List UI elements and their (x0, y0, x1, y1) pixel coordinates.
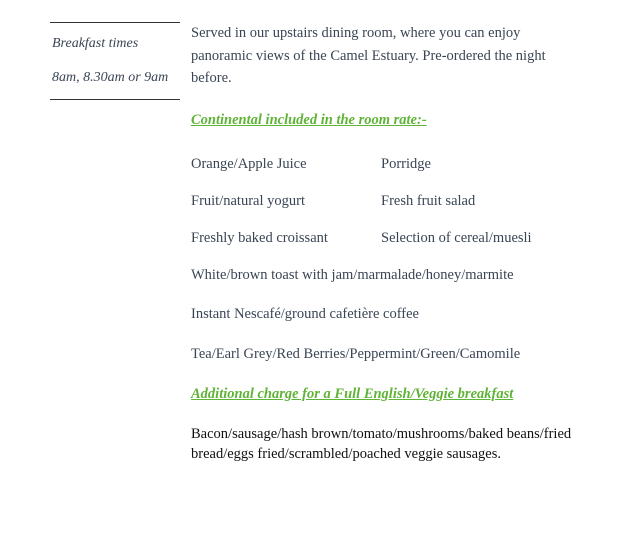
menu-row (191, 193, 476, 210)
intro-paragraph: Served in our upstairs dining room, where you can enjoy panoramic views of the Camel Estuary. Pre-ordered the night before. (191, 25, 546, 86)
menu-item: Orange/Apple Juice (191, 156, 307, 172)
menu-line-coffee: Instant Nescafé/ground cafetière coffee (191, 306, 419, 322)
menu-row (191, 230, 532, 247)
full-english-heading: Additional charge for a Full English/Veggie breakfast (191, 386, 514, 402)
breakfast-times-sidebar (50, 22, 180, 100)
top-divider (50, 22, 180, 23)
menu-item: Porridge (381, 156, 431, 172)
menu-line-tea: Tea/Earl Grey/Red Berries/Peppermint/Green/Camomile (191, 346, 521, 362)
breakfast-times-label: Breakfast times (52, 36, 139, 51)
bottom-divider (50, 99, 180, 100)
full-english-description: Bacon/sausage/hash brown/tomato/mushrooms/baked beans/fried bread/eggs fried/scrambled/poached veggie sausages. (191, 426, 572, 462)
continental-heading: Continental included in the room rate:- (191, 112, 427, 128)
breakfast-times-value: 8am, 8.30am or 9am (52, 70, 169, 85)
menu-item: Selection of cereal/muesli (381, 230, 532, 246)
menu-line-toast: White/brown toast with jam/marmalade/honey/marmite (191, 267, 514, 283)
menu-row (191, 156, 431, 173)
menu-item: Freshly baked croissant (191, 230, 328, 246)
menu-item: Fruit/natural yogurt (191, 193, 305, 209)
menu-item: Fresh fruit salad (381, 193, 476, 209)
